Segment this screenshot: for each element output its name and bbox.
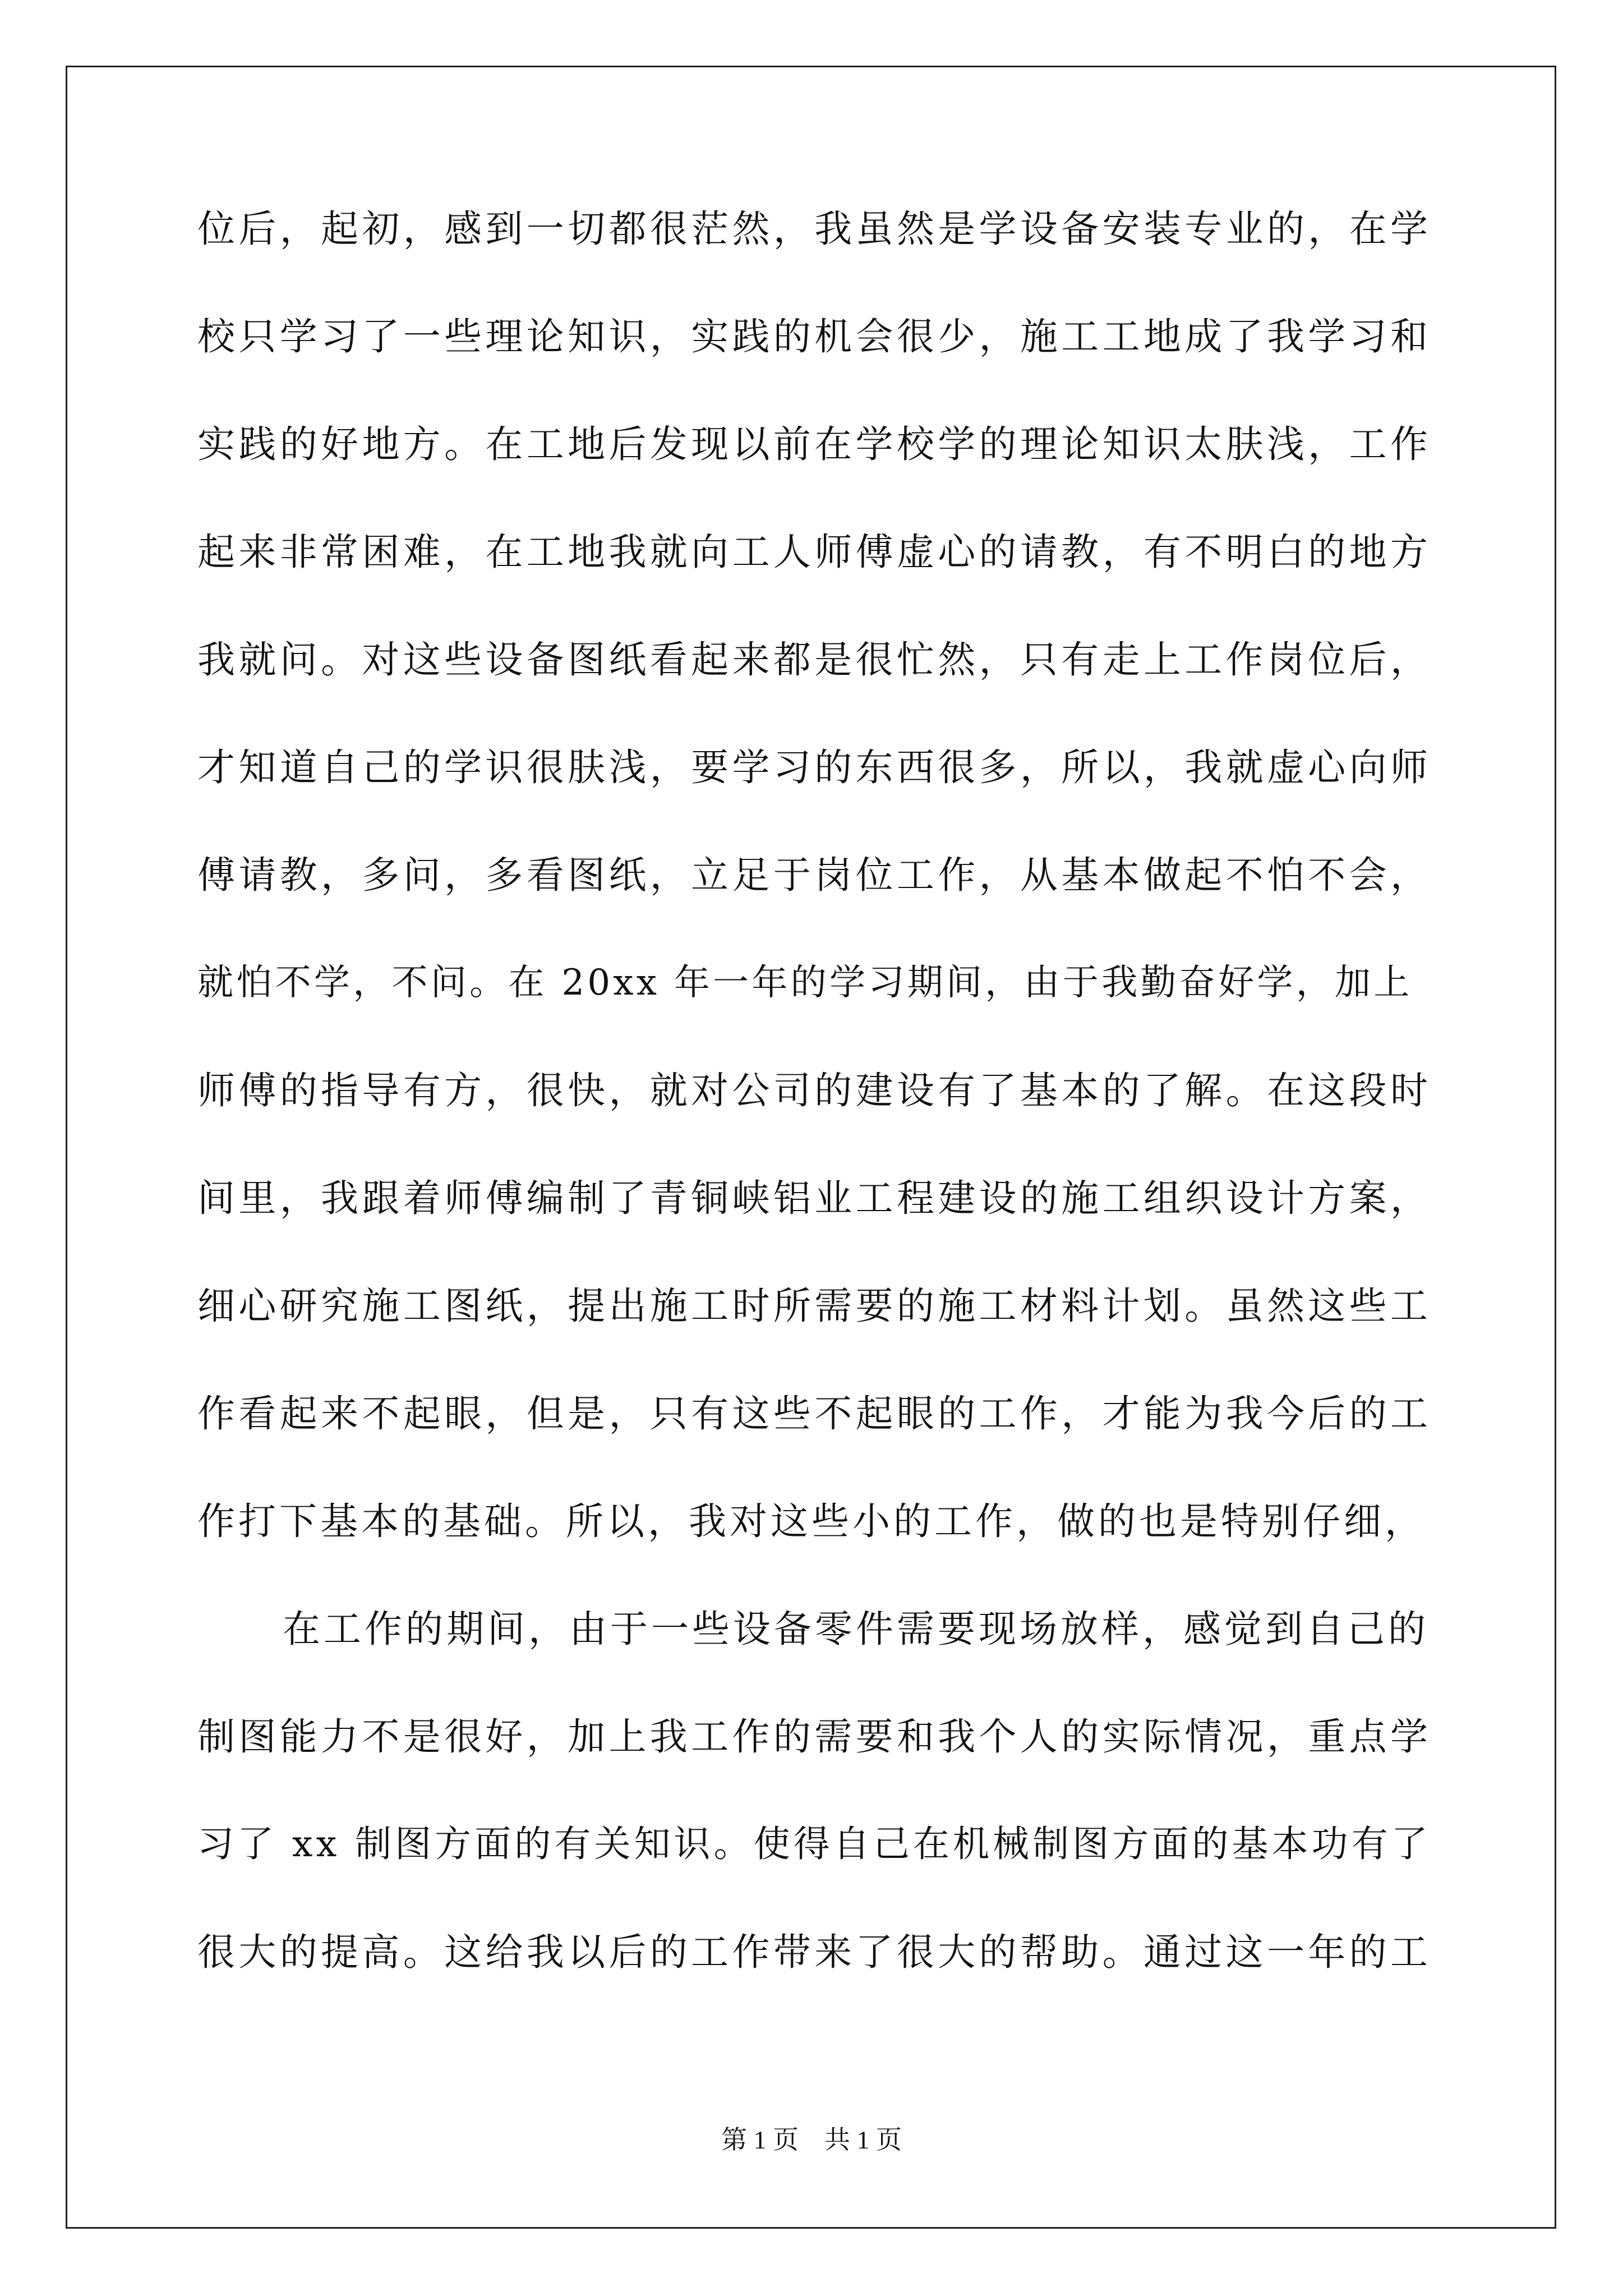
- line-text: 实践的好地方。在工地后发现以前在学校学的理论知识太肤浅，工作: [197, 422, 1432, 466]
- paragraph-line: [197, 1280, 1431, 1388]
- paragraph-line: [197, 526, 1431, 634]
- line-text: 间里，我跟着师傅编制了青铜峡铝业工程建设的施工组织设计方案，: [197, 1176, 1432, 1220]
- line-text: 校只学习了一些理论知识，实践的机会很少，施工工地成了我学习和: [197, 315, 1432, 358]
- line-text: 傅请教，多问，多看图纸，立足于岗位工作，从基本做起不怕不会，: [197, 853, 1432, 897]
- line-text: 很大的提高。这给我以后的工作带来了很大的帮助。通过这一年的工: [197, 1930, 1432, 1974]
- line-text: 起来非常困难，在工地我就向工人师傅虚心的请教，有不明白的地方: [197, 530, 1432, 574]
- line-text: 我就问。对这些设备图纸看起来都是很忙然，只有走上工作岗位后，: [197, 638, 1432, 682]
- paragraph-line: [197, 1172, 1431, 1280]
- page-number-footer: 第 1 页 共 1 页: [721, 2125, 902, 2154]
- paragraph-line: [197, 1388, 1431, 1496]
- line-text: 才知道自己的学识很肤浅，要学习的东西很多，所以，我就虚心向师: [197, 746, 1432, 789]
- paragraph-line: [197, 1819, 1431, 1926]
- line-text: 作看起来不起眼，但是，只有这些不起眼的工作，才能为我今后的工: [197, 1392, 1432, 1435]
- paragraph-line-indented: [197, 1603, 1431, 1711]
- paragraph-line: [197, 203, 1431, 311]
- paragraph-line: [197, 1926, 1431, 2034]
- line-text: 位后，起初，感到一切都很茫然，我虽然是学设备安装专业的，在学: [197, 207, 1432, 251]
- paragraph-line: [197, 1065, 1431, 1172]
- paragraph-line: [197, 1711, 1431, 1819]
- paragraph-line: [197, 742, 1431, 849]
- line-text: 就怕不学，不问。在 20xx 年一年的学习期间，由于我勤奋好学，加上: [197, 962, 1413, 1004]
- paragraph-line: [197, 311, 1431, 418]
- paragraph-line: [197, 849, 1431, 957]
- line-text: 细心研究施工图纸，提出施工时所需要的施工材料计划。虽然这些工: [197, 1284, 1432, 1328]
- paragraph-line: [197, 634, 1431, 742]
- line-text: 制图能力不是很好，加上我工作的需要和我个人的实际情况，重点学: [197, 1715, 1432, 1759]
- document-body: [197, 203, 1431, 2034]
- line-text: 习了 xx 制图方面的有关知识。使得自己在机械制图方面的基本功有了: [197, 1823, 1431, 1865]
- line-text: 在工作的期间，由于一些设备零件需要现场放样，感觉到自己的: [283, 1607, 1429, 1651]
- line-text: 作打下基本的基础。所以，我对这些小的工作，做的也是特别仔细，: [197, 1499, 1426, 1543]
- line-text: 师傅的指导有方，很快，就对公司的建设有了基本的了解。在这段时: [197, 1069, 1432, 1112]
- paragraph-line: [197, 957, 1431, 1065]
- paragraph-line: [197, 418, 1431, 526]
- paragraph-line: [197, 1496, 1431, 1603]
